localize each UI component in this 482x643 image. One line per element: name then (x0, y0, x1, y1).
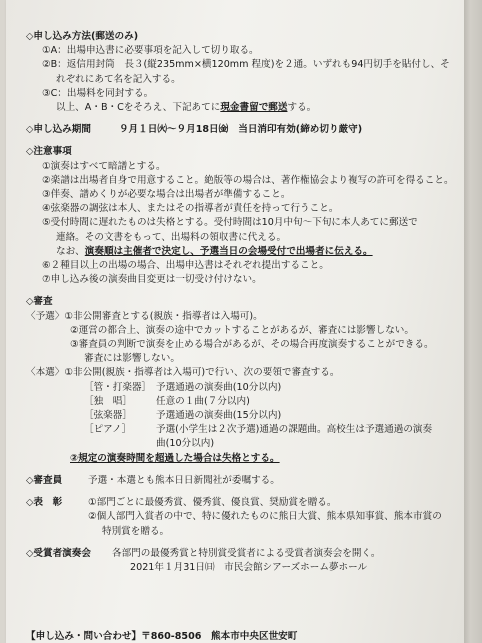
review-item-label: ［管・打楽器］ (84, 381, 152, 393)
concert-date: 2021年１月31日㈰ 市民会館シアーズホーム夢ホール (130, 561, 368, 573)
footer-contact: 【申し込み・問い合わせ】〒860-8506 熊本市中央区世安町 (26, 631, 298, 642)
review-pre-1: 〈予選〉①非公開審査とする(親族・指導者は入場可)。 (26, 310, 263, 322)
review-pre-4: 審査には影響しない。 (84, 353, 180, 365)
review-item-text: 予選通過の演奏曲(15分以内) (156, 410, 282, 422)
note-5a: ⑤受付時間に遅れたものは失格とする。受付時間は10月中旬～下旬に本人あてに郵送で (42, 217, 418, 229)
awards-heading: ◇表 彰 (26, 497, 63, 509)
note-5b: 連絡。その文書をもって、出場料の領収書に代える。 (56, 231, 287, 243)
review-pre-2: ②運営の都合上、演奏の途中でカットすることがあるが、審査には影響しない。 (70, 324, 414, 336)
page-edge (464, 0, 482, 643)
review-item-text: 予選通過の演奏曲(10分以内) (156, 381, 282, 393)
method-c2-underlined: 現金書留で郵送 (220, 102, 288, 114)
note-1: ①演奏はすべて暗譜とする。 (42, 160, 166, 172)
judges-text: 予選・本選とも熊本日日新聞社が委嘱する。 (88, 474, 280, 486)
review-item-label: ［弦楽器］ (84, 410, 132, 422)
review-item-text: 予選(小学生は２次予選)通過の課題曲。高校生は予選通過の演奏 (156, 424, 433, 436)
review-item-label: ［ピアノ］ (84, 424, 132, 436)
note-2: ②楽譜は出場者自身で用意すること。絶版等の場合は、著作権協会より複写の許可を得ること。 (42, 174, 454, 186)
note-5c (26, 245, 464, 259)
method-c2-end: する。 (287, 102, 317, 114)
review-item-label: ［独 唱］ (84, 395, 132, 407)
review-main-1: 〈本選〉①非公開(親族・指導者は入場可)で行い、次の要領で審査する。 (26, 367, 340, 379)
note-7: ⑦申し込み後の演奏曲目変更は一切受け付けない。 (42, 274, 262, 286)
judges-heading: ◇審査員 (26, 474, 63, 486)
method-b1: ②B：返信用封筒 長３(縦235mm×横120mm 程度)を２通。いずれも94円切手を貼付し、そ (42, 59, 450, 71)
review-item-4-cont: 曲(10分以内) (156, 438, 215, 450)
method-b2: れぞれにあて名を記入する。 (56, 73, 181, 85)
period-note: 当日消印有効(締め切り厳守) (238, 124, 363, 136)
award-1: ①部門ごとに最優秀賞、優秀賞、優良賞、奨励賞を贈る。 (88, 497, 337, 509)
award-3: 特別賞を贈る。 (102, 525, 170, 537)
note-3: ③伴奏、譜めくりが必要な場合は出場者が準備すること。 (42, 189, 291, 201)
awards-row-1 (26, 496, 464, 510)
concert-heading: ◇受賞者演奏会 (26, 547, 91, 559)
review-item-2 (26, 395, 464, 409)
note-6: ⑥２種目以上の出場の場合、出場申込書はそれぞれ提出すること。 (42, 260, 329, 272)
method-a: ①A：出場申込書に必要事項を記入して切り取る。 (42, 45, 259, 57)
notes-heading: ◇注意事項 (26, 146, 72, 158)
period-heading: ◇申し込み期間 (26, 124, 91, 136)
review-item-text: 任意の１曲(７分以内) (156, 395, 250, 407)
review-heading: ◇審査 (26, 296, 53, 308)
method-heading: ◇申し込み方法(郵送のみ) (26, 31, 139, 42)
method-c2-text: 以上、A・B・Cをそろえ、下記あてに (56, 102, 221, 114)
period-dates: ９月１日㈫～９月18日㈮ (118, 124, 229, 136)
review-pre-3: ③審査員の判断で演奏を止める場合があるが、その場合再度演奏することができる。 (70, 339, 434, 351)
method-c: ③C：出場料を同封する。 (42, 87, 154, 99)
review-main-2: ②規定の演奏時間を超過した場合は失格とする。 (70, 452, 280, 464)
award-2: ②個人部門入賞者の中で、特に優れたものに熊日大賞、熊本県知事賞、熊本市賞の (88, 511, 442, 523)
note-5c-text: なお、 (56, 245, 85, 257)
judges-row (26, 474, 464, 488)
document-body (26, 30, 464, 575)
review-item-1 (26, 381, 464, 395)
concert-row (26, 547, 464, 561)
review-item-4 (26, 423, 464, 437)
note-4: ④弦楽器の調弦は本人、またはその指導者が責任を持って行うこと。 (42, 203, 339, 215)
review-item-3 (26, 409, 464, 423)
note-5c-underlined: 演奏順は主催者で決定し、予選当日の会場受付で出場者に伝える。 (84, 245, 373, 257)
period-row (26, 123, 464, 137)
document-page (6, 0, 464, 643)
method-c2 (26, 101, 464, 115)
concert-text: 各部門の最優秀賞と特別賞受賞者による受賞者演奏会を開く。 (112, 547, 381, 559)
